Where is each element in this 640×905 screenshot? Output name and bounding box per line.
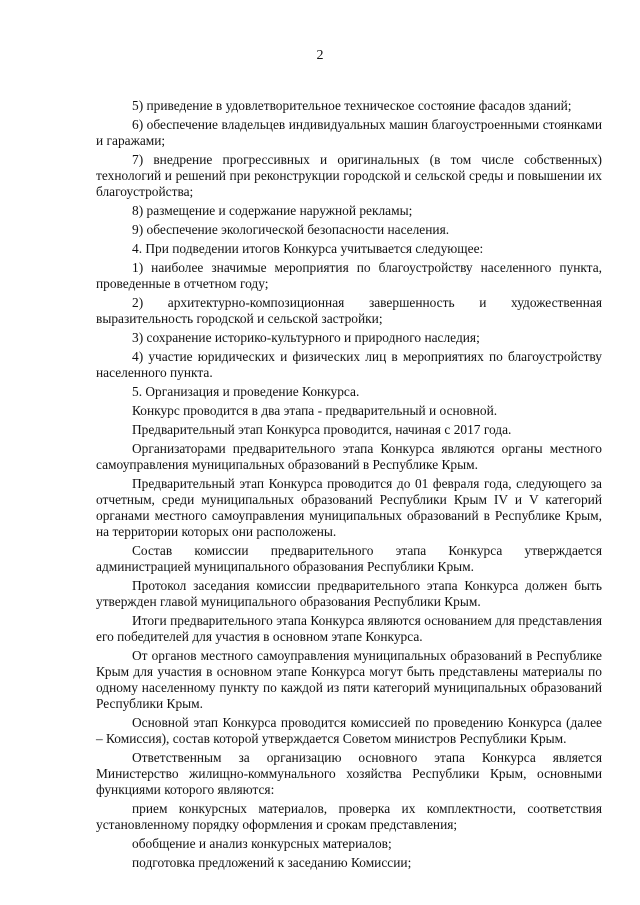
paragraph: обобщение и анализ конкурсных материалов; xyxy=(132,836,392,851)
paragraph: Основной этап Конкурса проводится комиссией по проведению Конкурса (далее – Комиссия), состав которой утверждается Советом министров Республики Крым. xyxy=(96,715,602,746)
paragraph: Организаторами предварительного этапа Конкурса являются органы местного самоуправления муниципальных образований в Республике Крым. xyxy=(96,441,602,472)
paragraph: 2) архитектурно-композиционная завершенность и художественная выразительность городской и сельской застройки; xyxy=(96,295,602,326)
page-number: 2 xyxy=(316,48,324,63)
paragraph: 9) обеспечение экологической безопасности населения. xyxy=(132,222,450,237)
paragraph: Протокол заседания комиссии предварительного этапа Конкурса должен быть утвержден главой муниципального образования Республики Крым. xyxy=(96,578,602,609)
paragraph: От органов местного самоуправления муниципальных образований в Республике Крым для участия в основном этапе Конкурса могут быть представлены материалы по одному населенному пункту по каждой из пяти категорий муниципальных образований Республики Крым. xyxy=(96,648,602,711)
paragraph: Предварительный этап Конкурса проводится, начиная с 2017 года. xyxy=(132,422,512,437)
paragraph: 4) участие юридических и физических лиц в мероприятиях по благоустройству населенного пункта. xyxy=(96,349,602,380)
paragraph: 1) наиболее значимые мероприятия по благоустройству населенного пункта, проведенные в отчетном году; xyxy=(96,260,602,291)
paragraph: 6) обеспечение владельцев индивидуальных машин благоустроенными стоянками и гаражами; xyxy=(96,117,602,148)
document-body xyxy=(96,98,602,874)
paragraph: Итоги предварительного этапа Конкурса являются основанием для представления его победителей для участия в основном этапе Конкурса. xyxy=(96,613,602,644)
paragraph: Состав комиссии предварительного этапа Конкурса утверждается администрацией муниципального образования Республики Крым. xyxy=(96,543,602,574)
paragraph: 8) размещение и содержание наружной рекламы; xyxy=(132,203,413,218)
paragraph: Конкурс проводится в два этапа - предварительный и основной. xyxy=(132,403,498,418)
paragraph: подготовка предложений к заседанию Комиссии; xyxy=(132,855,412,870)
section-heading: 5. Организация и проведение Конкурса. xyxy=(132,384,360,399)
paragraph: 3) сохранение историко-культурного и природного наследия; xyxy=(132,330,480,345)
paragraph: 5) приведение в удовлетворительное техническое состояние фасадов зданий; xyxy=(132,98,572,113)
paragraph: прием конкурсных материалов, проверка их комплектности, соответствия установленному порядку оформления и срокам представления; xyxy=(96,801,602,832)
paragraph: Ответственным за организацию основного этапа Конкурса является Министерство жилищно-коммунального хозяйства Республики Крым, основными функциями которого являются: xyxy=(96,750,602,797)
paragraph: Предварительный этап Конкурса проводится до 01 февраля года, следующего за отчетным, среди муниципальных образований Республики Крым IV и V категорий органами местного самоуправления муниципальных образований в Республике Крым, на территории которых они расположены. xyxy=(96,476,602,539)
paragraph: 7) внедрение прогрессивных и оригинальных (в том числе собственных) технологий и решений при реконструкции городской и сельской среды и повышении их благоустройства; xyxy=(96,152,602,199)
paragraph: 4. При подведении итогов Конкурса учитывается следующее: xyxy=(132,241,484,256)
